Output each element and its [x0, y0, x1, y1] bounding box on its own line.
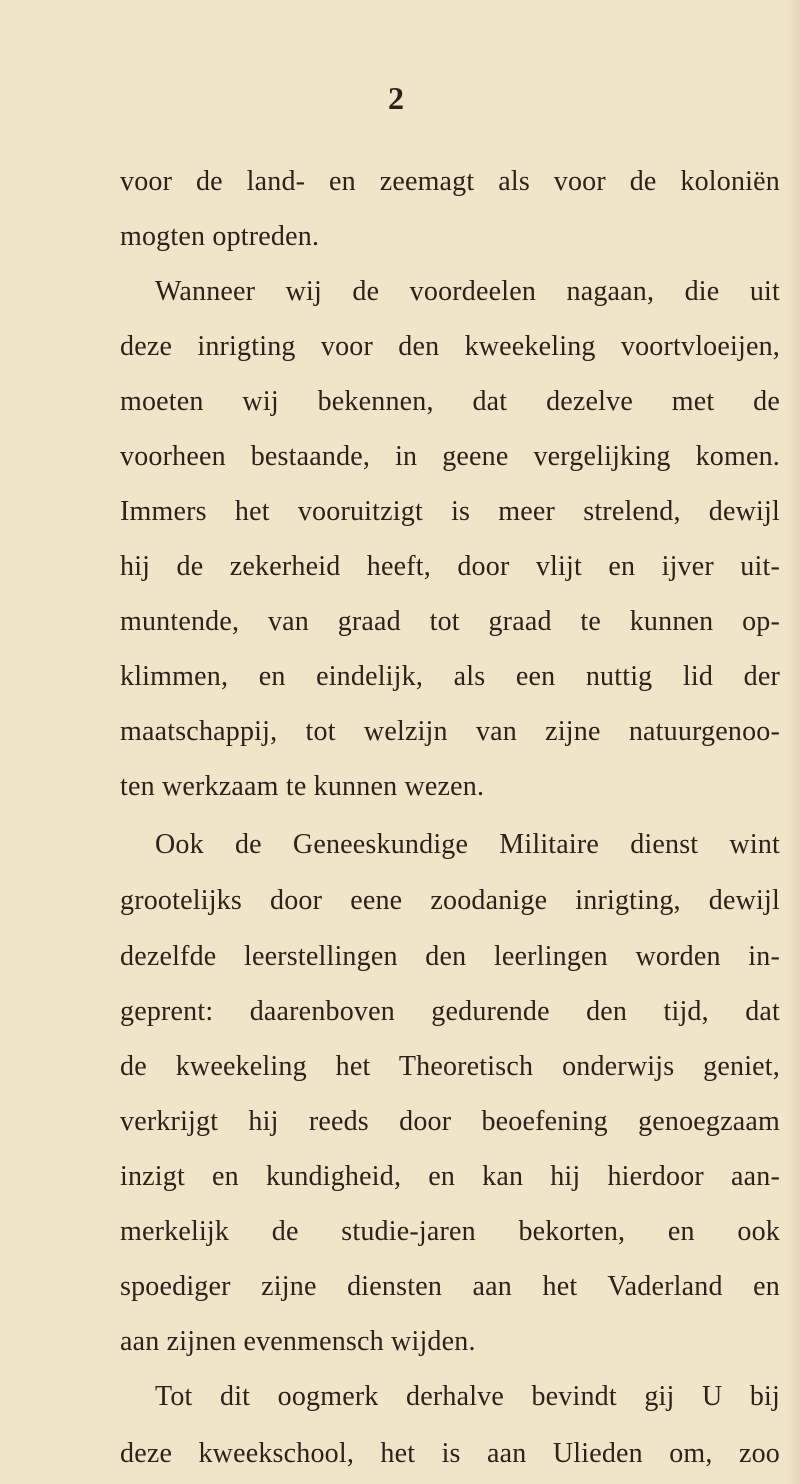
text-line: hij de zekerheid heeft, door vlijt en ijver uit- [120, 551, 780, 582]
text-line: inzigt en kundigheid, en kan hij hierdoor aan- [120, 1161, 780, 1192]
text-line: de kweekeling het Theoretisch onderwijs geniet, [120, 1051, 780, 1082]
text-line: ten werkzaam te kunnen wezen. [120, 771, 485, 802]
text-line: grootelijks door eene zoodanige inrigting, dewijl [120, 885, 780, 916]
text-line: moeten wij bekennen, dat dezelve met de [120, 386, 780, 417]
text-line: geprent: daarenboven gedurende den tijd, dat [120, 996, 780, 1027]
text-line: verkrijgt hij reeds door beoefening genoegzaam [120, 1106, 780, 1137]
text-line: mogten optreden. [120, 221, 320, 252]
text-line: merkelijk de studie-jaren bekorten, en ook [120, 1216, 780, 1247]
text-line: Immers het vooruitzigt is meer strelend, dewijl [120, 496, 780, 527]
page-number: 2 [388, 80, 404, 116]
text-line: voor de land- en zeemagt als voor de koloniën [120, 166, 780, 197]
text-line: Ook de Geneeskundige Militaire dienst wint [155, 829, 780, 860]
text-line: aan zijnen evenmensch wijden. [120, 1326, 476, 1357]
text-line: spoediger zijne diensten aan het Vaderland en [120, 1271, 780, 1302]
text-line: Wanneer wij de voordeelen nagaan, die uit [155, 276, 780, 307]
text-line: deze inrigting voor den kweekeling voortvloeijen, [120, 331, 780, 362]
text-line: voorheen bestaande, in geene vergelijking komen. [120, 441, 780, 472]
text-line: Tot dit oogmerk derhalve bevindt gij U bij [155, 1381, 780, 1412]
text-line: maatschappij, tot welzijn van zijne natuurgenoo- [120, 716, 780, 747]
text-line: klimmen, en eindelijk, als een nuttig lid der [120, 661, 780, 692]
text-line: deze kweekschool, het is aan Ulieden om, zoo [120, 1438, 780, 1469]
text-line: muntende, van graad tot graad te kunnen op- [120, 606, 780, 637]
text-line: dezelfde leerstellingen den leerlingen worden in- [120, 941, 780, 972]
page-edge [786, 0, 800, 1484]
